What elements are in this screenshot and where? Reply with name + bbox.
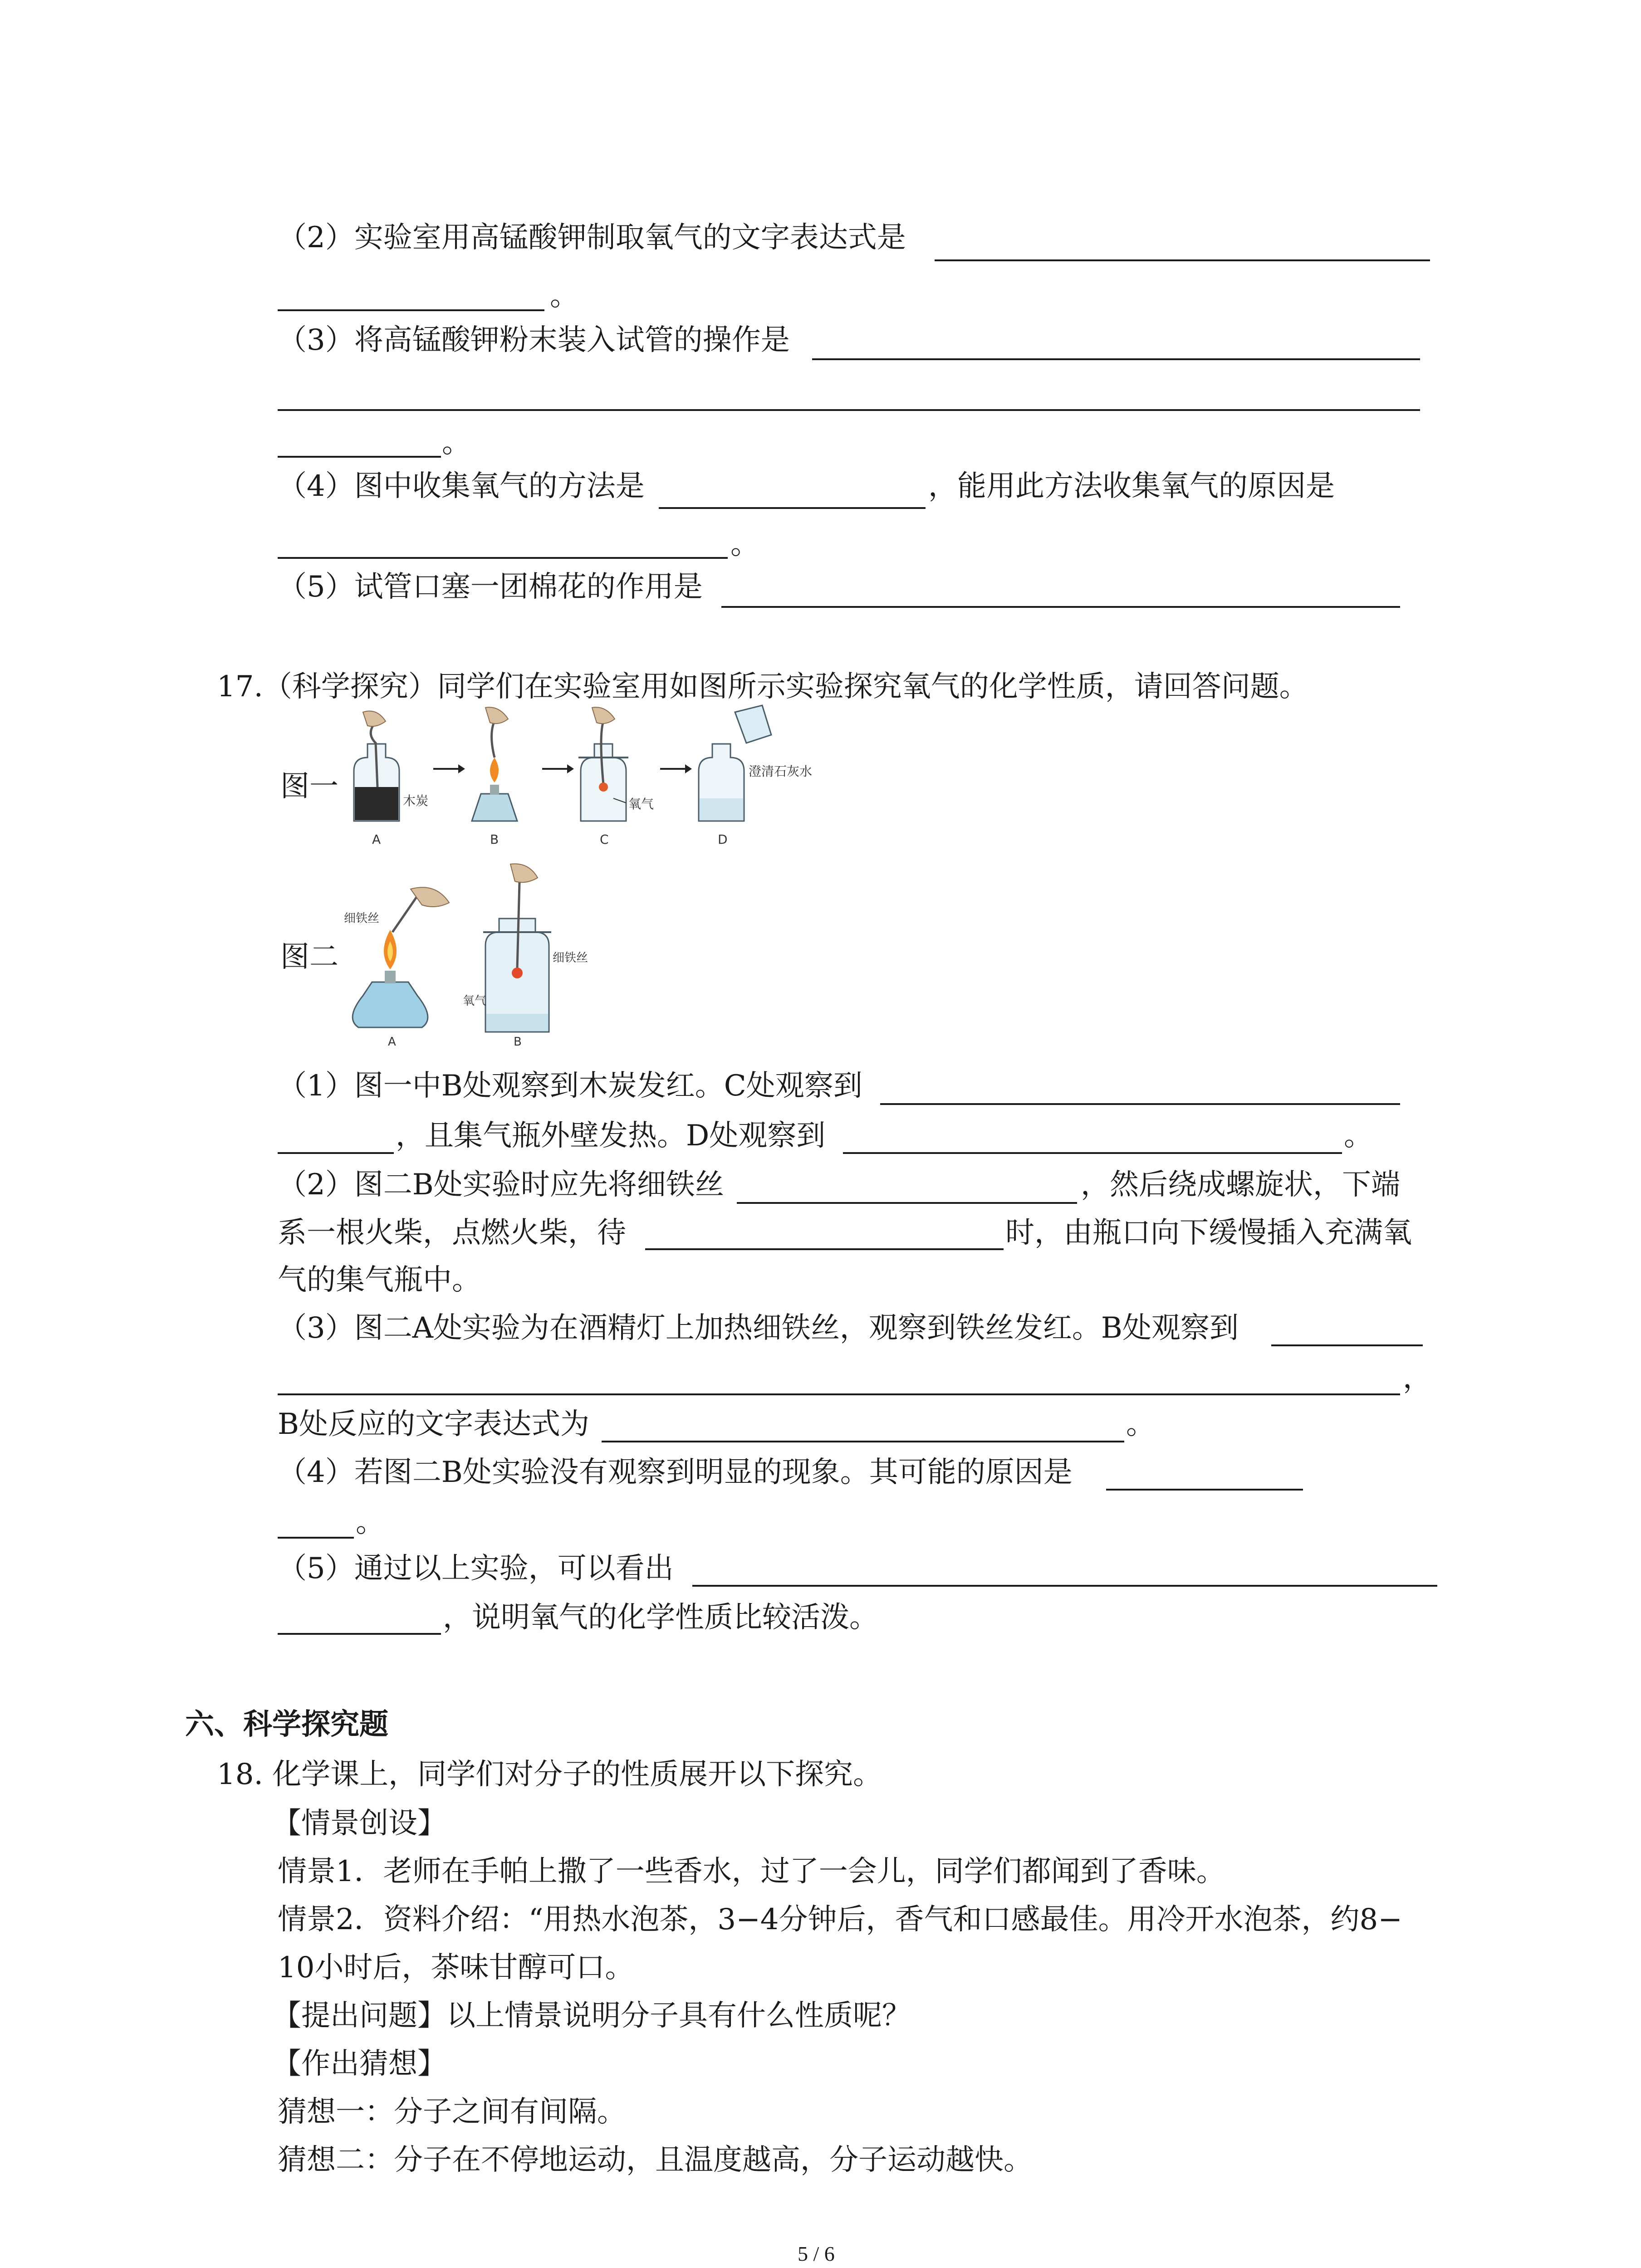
q18-scenario2-line1: 情景2．资料介绍：“用热水泡茶，3−4分钟后，香气和口感最佳。用冷开水泡茶，约8− [278,1903,1402,1936]
fig1-letter-b: B [490,832,499,847]
q17-part1-blank1-cont[interactable] [278,1152,394,1154]
q17-part3-comma: ， [1403,1361,1432,1395]
q17-part1-text2: ，且集气瓶外壁发热。D处观察到 [396,1119,826,1153]
q17-part3-text2: B处反应的文字表达式为 [278,1408,590,1441]
q17-part1-text: （1）图一中B处观察到木炭发红。C处观察到 [278,1069,862,1103]
fig2-oxygen-label: 氧气 [463,994,487,1008]
fig2-letter-b: B [514,1035,522,1049]
q17-stem: 17.（科学探究）同学们在实验室用如图所示实验探究氧气的化学性质，请回答问题。 [217,670,1308,704]
fig2-illustration [336,864,617,1055]
fig1-bottle-c [578,707,628,821]
q17-part5-blank-cont[interactable] [278,1633,441,1635]
page-number: 5 / 6 [798,2242,835,2265]
q17-part3-blank1-cont[interactable] [278,1393,1400,1395]
q17-part2-text3: 气的集气瓶中。 [278,1263,481,1297]
q17-part4-end: 。 [356,1505,385,1539]
q18-guess-head: 【作出猜想】 [272,2047,446,2081]
q17-part3-end: 。 [1126,1408,1155,1441]
q16-part4-text: （4）图中收集氧气的方法是 [278,469,645,503]
q17-part2-text: （2）图二B处实验时应先将细铁丝 [278,1168,724,1202]
fig1-label: 图一 [280,770,338,803]
q16-part4-blank2[interactable] [278,557,728,559]
q17-part4-text: （4）若图二B处实验没有观察到明显的现象。其可能的原因是 [278,1456,1073,1489]
q16-part5-blank[interactable] [721,606,1400,608]
q16-part3-blank-cont[interactable] [278,409,1420,411]
q17-part2-mid: ，然后绕成螺旋状，下端 [1081,1168,1400,1202]
fig1-arrow-3-head [685,764,692,773]
q16-part4-blank1[interactable] [659,507,926,509]
q16-part2-end: 。 [550,279,579,313]
q17-part2-text2: 系一根火柴，点燃火柴，待 [278,1216,626,1250]
q18-guess1: 猜想一：分子之间有间隔。 [278,2095,626,2129]
fig2-iron-wire-label-a: 细铁丝 [344,912,380,925]
q17-part3-blank1[interactable] [1271,1344,1423,1346]
fig1-arrow-1-head [458,764,465,773]
q16-part4-end: 。 [730,528,759,561]
q16-part2-blank[interactable] [935,259,1430,261]
fig1-charcoal-label: 木炭 [403,793,429,808]
q17-part2-mid2: 时，由瓶口向下缓慢插入充满氧 [1005,1216,1412,1250]
fig1-arrow-2-head [567,764,574,773]
q18-scenario1: 情景1．老师在手帕上撒了一些香水，过了一会儿，同学们都闻到了香味。 [278,1855,1225,1888]
fig1-bottle-a [354,711,399,821]
q18-scenario-head: 【情景创设】 [272,1807,446,1840]
q17-part4-blank[interactable] [1106,1489,1303,1491]
fig1-bottle-d [699,705,771,821]
q17-part3-text: （3）图二A处实验为在酒精灯上加热细铁丝，观察到铁丝发红。B处观察到 [278,1311,1239,1345]
q16-part5-text: （5）试管口塞一团棉花的作用是 [278,570,703,604]
q17-part5-end: ，说明氧气的化学性质比较活泼。 [443,1601,878,1634]
fig1-lamp-b [472,707,517,821]
fig1-illustration [336,708,813,857]
q17-part2-blank2[interactable] [645,1248,1004,1250]
fig1-oxygen-label: 氧气 [628,797,654,811]
q16-part2-text: （2）实验室用高锰酸钾制取氧气的文字表达式是 [278,221,906,254]
q17-part1-blank1[interactable] [880,1103,1400,1105]
q16-part2-blank-cont[interactable] [278,309,544,311]
section6-title: 六、科学探究题 [185,1708,388,1741]
q18-guess2: 猜想二：分子在不停地运动，且温度越高，分子运动越快。 [278,2143,1033,2177]
q17-part2-blank1[interactable] [737,1202,1077,1204]
q16-part4-mid: ，能用此方法收集氧气的原因是 [928,469,1335,503]
q16-part3-blank[interactable] [812,358,1420,360]
fig2-label: 图二 [280,940,338,974]
q16-part3-blank-end[interactable] [278,456,441,458]
q18-scenario2-line2: 10小时后，茶味甘醇可口。 [278,1951,634,1984]
fig1-letter-a: A [372,832,381,847]
q18-question: 【提出问题】以上情景说明分子具有什么性质呢？ [272,1999,911,2033]
q16-part3-end: 。 [442,426,471,459]
q17-part5-blank[interactable] [692,1585,1437,1587]
fig1-limewater-label: 澄清石灰水 [749,764,813,779]
q17-part1-blank2[interactable] [843,1152,1342,1154]
q16-part3-text: （3）将高锰酸钾粉末装入试管的操作是 [278,323,790,357]
fig1-letter-c: C [600,832,609,847]
fig2-lamp-a [353,887,449,1027]
fig2-bottle-b [483,864,551,1032]
q17-part4-blank-cont[interactable] [278,1537,354,1539]
q17-part1-end: 。 [1344,1119,1373,1153]
fig1-letter-d: D [718,832,728,847]
fig2-iron-wire-label-b: 细铁丝 [553,951,588,965]
q17-part3-blank2[interactable] [602,1441,1124,1442]
fig2-letter-a: A [388,1035,396,1049]
q18-stem: 18. 化学课上，同学们对分子的性质展开以下探究。 [217,1758,882,1791]
q17-part5-text: （5）通过以上实验，可以看出 [278,1552,674,1585]
